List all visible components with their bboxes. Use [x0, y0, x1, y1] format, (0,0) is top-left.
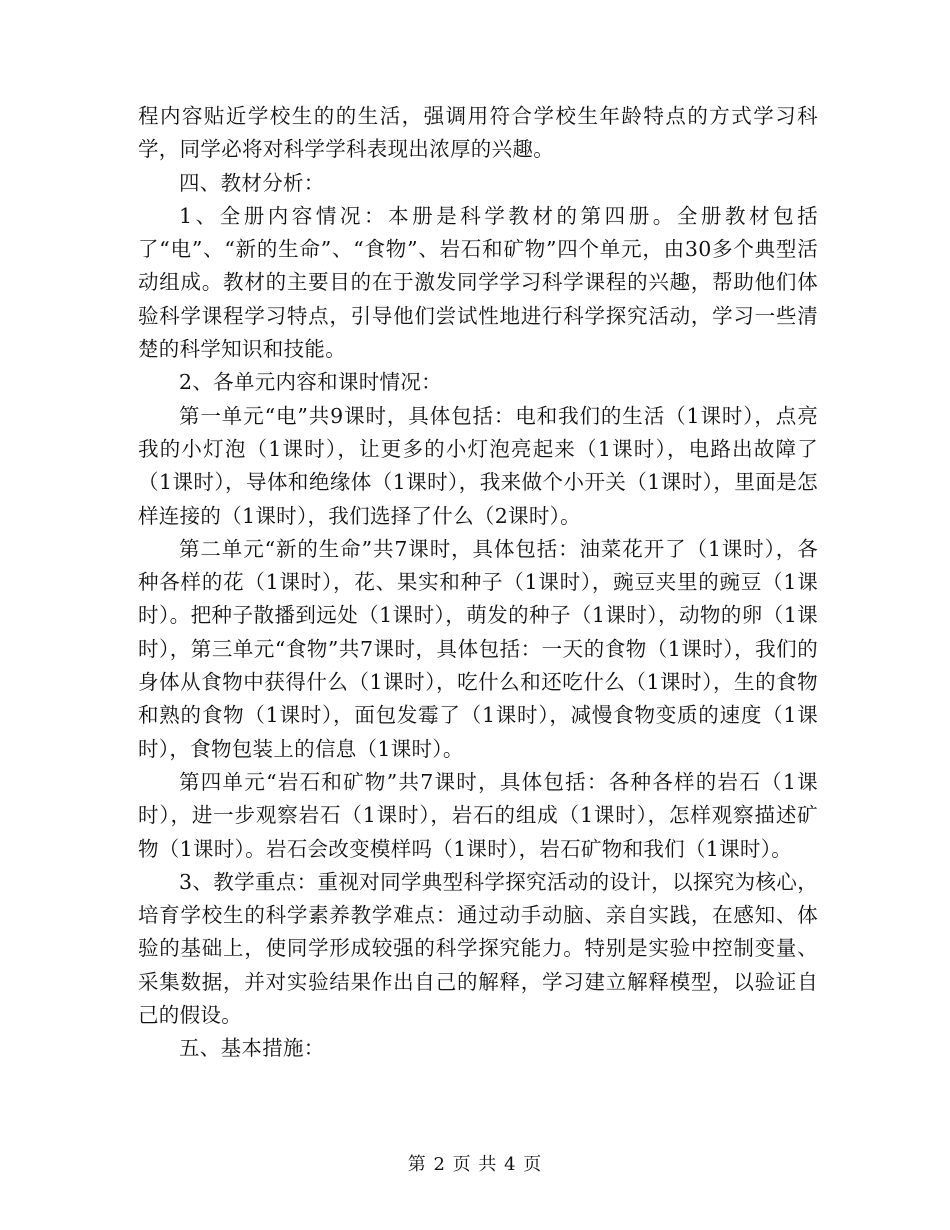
subsection-heading: 2、各单元内容和课时情况： — [179, 370, 442, 395]
paragraph: 程内容贴近学校生的的生活，强调用符合学校生年龄特点的方式学习科学，同学必将对科学学科表现出浓厚的兴趣。 — [138, 104, 818, 162]
paragraph: 第二单元“新的生命”共7课时，具体包括：油菜花开了（1课时），各种各样的花（1课时），花、果实和种子（1课时），豌豆夹里的豌豆（1课时）。把种子散播到远处（1课时），萌发的种子（1课时），动物的卵（1课时），第三单元“食物”共7课时，具体包括：一天的食物（1课时），我们的身体从食物中获得什么（1课时），吃什么和还吃什么（1课时），生的食物和熟的食物（1课时），面包发霉了（1课时），减慢食物变质的速度（1课时），食物包装上的信息（1课时）。 — [138, 536, 818, 761]
section-heading: 四、教材分析： — [179, 170, 325, 195]
paragraph: 3、教学重点：重视对同学典型科学探究活动的设计，以探究为核心，培育学校生的科学素养教学难点：通过动手动脑、亲自实践，在感知、体验的基础上，使同学形成较强的科学探究能力。特别是实验中控制变量、采集数据，并对实验结果作出自己的解释，学习建立解释模型，以验证自己的假设。 — [138, 869, 818, 1028]
page-footer: 第 2 页 共 4 页 — [407, 1154, 543, 1175]
document-body — [138, 100, 818, 1066]
section-heading: 五、基本措施： — [179, 1036, 325, 1061]
paragraph: 1、全册内容情况：本册是科学教材的第四册。全册教材包括了“电”、“新的生命”、“食物”、岩石和矿物”四个单元，由30多个典型活动组成。教材的主要目的在于激发同学学习科学课程的兴趣，帮助他们体验科学课程学习特点，引导他们尝试性地进行科学探究活动，学习一些清楚的科学知识和技能。 — [138, 203, 818, 362]
paragraph: 第一单元“电”共9课时，具体包括：电和我们的生活（1课时），点亮我的小灯泡（1课时），让更多的小灯泡亮起来（1课时），电路出故障了（1课时），导体和绝缘体（1课时），我来做个小开关（1课时），里面是怎样连接的（1课时），我们选择了什么（2课时）。 — [138, 403, 818, 528]
paragraph: 第四单元“岩石和矿物”共7课时，具体包括：各种各样的岩石（1课时），进一步观察岩石（1课时），岩石的组成（1课时），怎样观察描述矿物（1课时）。岩石会改变模样吗（1课时），岩石矿物和我们（1课时）。 — [138, 769, 818, 861]
